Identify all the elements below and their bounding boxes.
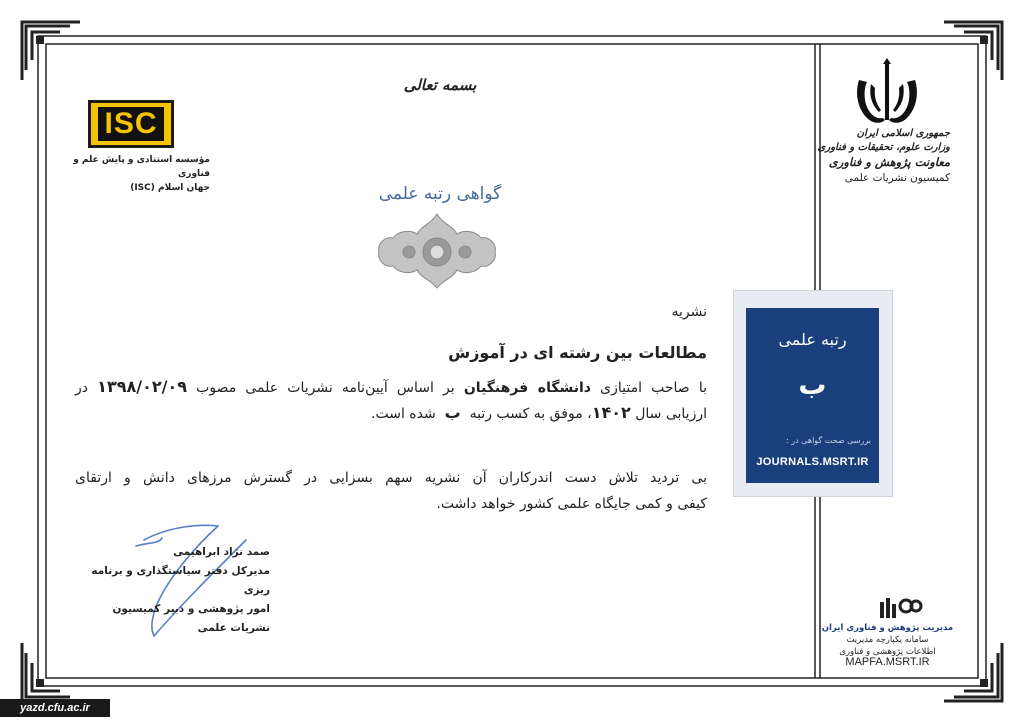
signatory-role3: نشریات علمی	[197, 622, 270, 634]
rank-badge	[746, 308, 879, 483]
isc-name	[40, 153, 210, 195]
mapfa-line1: مدیریت پژوهش و فناوری ایران	[821, 623, 954, 633]
gov-line2: وزارت علوم، تحقیقات و فناوری	[817, 142, 950, 153]
isc-name-line2: جهان اسلام (ISC)	[130, 183, 210, 193]
gov-line3: معاونت پژوهش و فناوری	[828, 155, 950, 169]
gov-line1: جمهوری اسلامی ایران	[856, 128, 950, 139]
mapfa-logo-icon	[878, 594, 924, 620]
approval-date: ۱۳۹۸/۰۲/۰۹	[97, 377, 187, 396]
certificate-title: گواهی رتبه علمی	[378, 184, 502, 204]
signatory-role1: مدیرکل دفتر سیاستگذاری و برنامه ریزی	[91, 565, 270, 596]
journal-name: مطالعات بین رشته ای در آموزش	[448, 343, 707, 362]
owner-name: دانشگاه فرهنگیان	[463, 380, 591, 396]
awarded-grade: ب	[444, 403, 461, 422]
closing-line2: کیفی و کمی جایگاه علمی کشور خواهد داشت.	[436, 496, 707, 512]
ornament-icon	[373, 210, 501, 290]
bismillah-calligraphy: بسمه تعالی	[403, 76, 477, 94]
mapfa-line3: اطلاعات پژوهشی و فناوری	[839, 647, 936, 657]
isc-logo-text: ISC	[98, 107, 163, 141]
signatory-block	[80, 543, 270, 638]
closing-line1: بی تردید تلاش دست اندرکاران آن نشریه سهم بسزایی در گسترش مرزهای دانش و ارتقای	[75, 470, 707, 486]
signatory-name: صمد نژاد ابراهیمی	[173, 546, 270, 558]
badge-grade: ب	[798, 368, 827, 401]
paragraph-grant	[75, 374, 707, 426]
mapfa-line2: سامانه یکپارچه مدیریت	[846, 635, 929, 645]
gov-line4: کمیسیون نشریات علمی	[844, 172, 950, 184]
signatory-role2: امور پژوهشی و دبیر کمیسیون	[112, 603, 270, 615]
paragraph-grant-line2: ارزیابی سال ۱۴۰۲، موفق به کسب رتبه ب شده است.	[371, 403, 707, 422]
evaluation-year: ۱۴۰۲	[591, 403, 631, 422]
source-watermark: yazd.cfu.ac.ir	[0, 699, 110, 717]
badge-title: رتبه علمی	[778, 330, 847, 349]
badge-verify-label: بررسی صحت گواهی در :	[785, 436, 871, 445]
mapfa-description	[820, 622, 955, 658]
isc-logo	[88, 100, 174, 148]
paragraph-grant-line1: با صاحب امتیازی دانشگاه فرهنگیان بر اساس آیین‌نامه نشریات علمی مصوب ۱۳۹۸/۰۲/۰۹ در	[75, 377, 708, 396]
paragraph-closing	[75, 465, 707, 517]
badge-verify-url[interactable]: JOURNALS.MSRT.IR	[756, 456, 869, 468]
government-header	[800, 127, 950, 185]
mapfa-url[interactable]: MAPFA.MSRT.IR	[845, 656, 930, 668]
iran-emblem-icon	[851, 58, 923, 126]
isc-name-line1: مؤسسه استنادی و پایش علم و فناوری	[73, 155, 210, 179]
journal-label: نشریه	[671, 304, 707, 320]
